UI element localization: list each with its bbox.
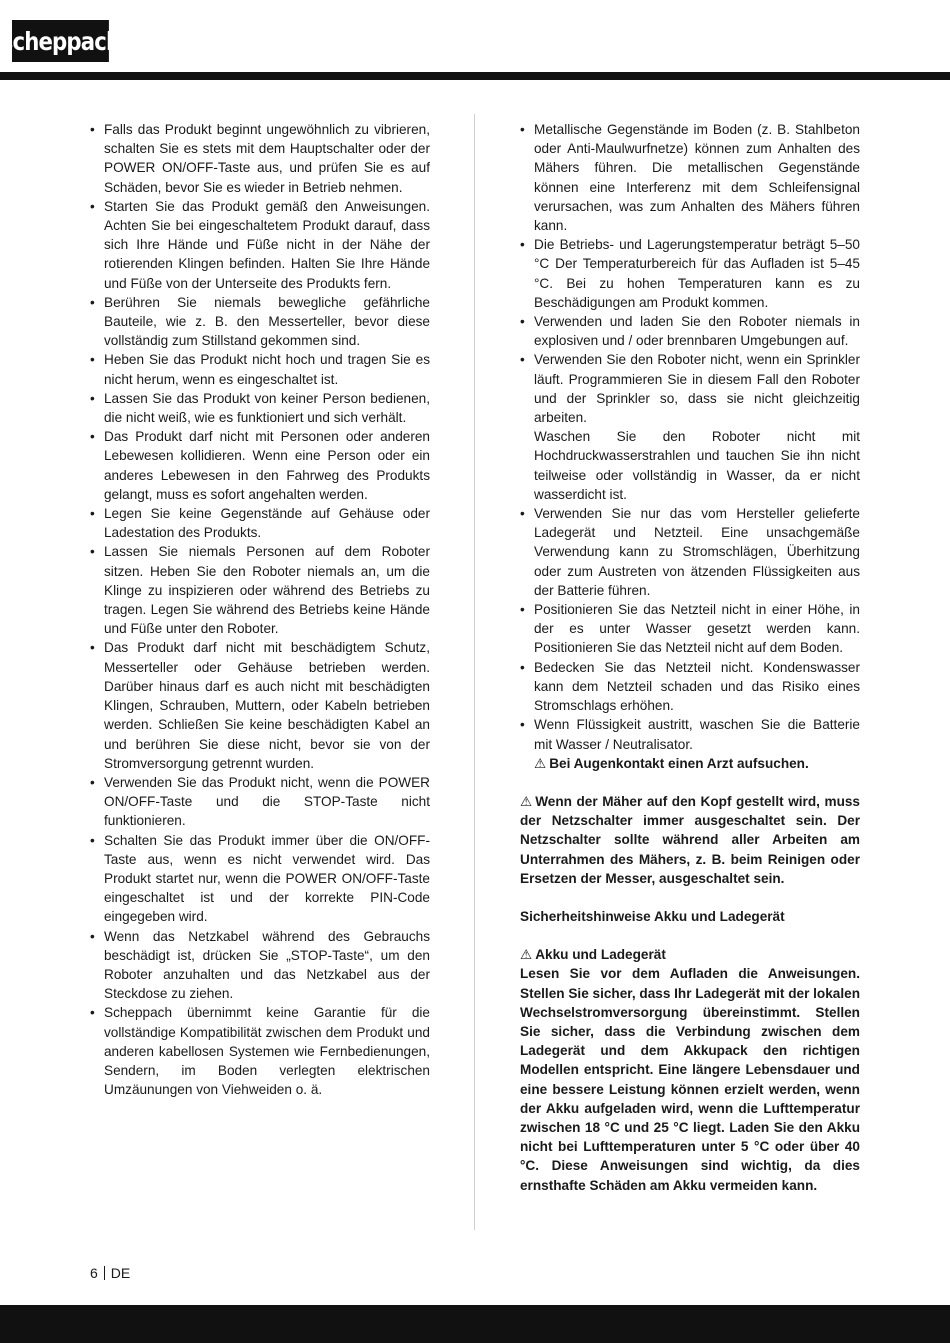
warning-triangle-icon: ⚠ — [534, 755, 547, 771]
list-item-text: Verwenden und laden Sie den Roboter niemals in explosiven und / oder brennbaren Umgebungen auf. — [534, 314, 860, 349]
list-item — [520, 312, 860, 350]
list-item: • Starten Sie das Produkt gemäß den Anweisungen. Achten Sie bei eingeschaltetem Produkt darauf, dass sich Ihre Hände und Füße nicht in der Nähe der rotierenden Klingen befinden. Halten Sie Ihre Hände und Füße von der Unterseite des Produkts fern. — [90, 197, 430, 293]
list-item — [520, 120, 860, 235]
list-item — [520, 235, 860, 312]
list-item-text: Verwenden Sie nur das vom Hersteller gelieferte Ladegerät und Netzteil. Eine unsachgemäße Verwendung kann zu Stromschlägen, Überhitzung oder zum Austreten von ätzenden Flüssigkeiten aus der Batterie führen. — [534, 506, 860, 598]
battery-charger-heading — [520, 945, 860, 964]
list-item: • Berühren Sie niemals bewegliche gefährliche Bauteile, wie z. B. den Messerteller, bevor diese vollständig zum Stillstand gekommen sind. — [90, 293, 430, 351]
list-item: • Das Produkt darf nicht mit beschädigtem Schutz, Messerteller oder Gehäuse betrieben werden. Darüber hinaus darf es auch nicht mit beschädigten Klingen, Schrauben, Muttern, oder Kabeln betrieben werden. Schließen Sie keine beschädigten Kabel an und berühren Sie diese nicht, bevor sie von der Stromversorgung getrennt wurden. — [90, 638, 430, 772]
list-item: • Heben Sie das Produkt nicht hoch und tragen Sie es nicht herum, wenn es eingeschaltet ist. — [90, 350, 430, 388]
left-bullet-list — [90, 120, 430, 1099]
list-item — [520, 600, 860, 658]
eye-contact-warning-text: Bei Augenkontakt einen Arzt aufsuchen. — [549, 755, 809, 771]
footer-separator — [104, 1266, 105, 1280]
left-column — [90, 120, 430, 1099]
list-item: • Lassen Sie das Produkt von keiner Person bedienen, die nicht weiß, wie es funktioniert und sich verhält. — [90, 389, 430, 427]
list-item-text: Wenn Flüssigkeit austritt, waschen Sie die Batterie mit Wasser / Neutralisator. — [534, 717, 860, 752]
upside-down-warning — [520, 792, 860, 888]
right-column — [520, 120, 860, 1195]
upside-down-warning-text: Wenn der Mäher auf den Kopf gestellt wird, muss der Netzschalter immer ausgeschaltet sein. Der Netzschalter sollte während aller Arbeiten am Unterrahmen des Mähers, z. B. beim Reinigen oder Ersetzen der Messer, ausgeschaltet sein. — [520, 793, 860, 886]
battery-charger-heading-text: Akku und Ladegerät — [535, 947, 666, 963]
battery-charger-body: Lesen Sie vor dem Aufladen die Anweisungen. Stellen Sie sicher, dass Ihr Ladegerät mit der lokalen Wechselstromversorgung übereinstimmt. Stellen Sie sicher, dass die Verbindung zwischen dem Ladegerät und dem Akkupack den richtigen Modellen entspricht. Eine längere Lebensdauer und eine bessere Leistung können erzielt werden, wenn der Akku aufgeladen wird, wenn die Lufttemperatur zwischen 18 °C und 25 °C liegt. Laden Sie den Akku nicht bei Lufttemperaturen unter 5 °C oder über 40 °C. Diese Anweisungen sind wichtig, da dies ernsthafte Schäden am Akku vermeiden kann. — [520, 966, 860, 1193]
right-bullet-list — [520, 120, 860, 773]
list-item-text: Metallische Gegenstände im Boden (z. B. Stahlbeton oder Anti-Maulwurfnetze) können zum Anhalten des Mähers führen. Die metallischen Gegenstände können eine Interferenz mit dem Schleifensignal verursachen, was zum Anhalten des Mähers führen kann. — [534, 122, 860, 234]
list-item-text: Verwenden Sie den Roboter nicht, wenn ein Sprinkler läuft. Programmieren Sie in diesem Fall den Roboter und der Sprinkler so, dass sie nicht gleichzeitig arbeiten. — [534, 352, 860, 426]
warning-triangle-icon: ⚠ — [520, 947, 533, 963]
eye-contact-warning — [534, 754, 860, 773]
section-title: Sicherheitshinweise Akku und Ladegerät — [520, 908, 785, 924]
list-item: • Schalten Sie das Produkt immer über die ON/OFF-Taste aus, wenn es nicht verwendet wird. Das Produkt startet nur, wenn die POWER ON/OFF-Taste eingeschaltet ist und der korrekte PIN-Code eingegeben wird. — [90, 831, 430, 927]
list-item — [520, 504, 860, 600]
list-item: • Wenn das Netzkabel während des Gebrauchs beschädigt ist, drücken Sie „STOP-Taste“, um den Roboter anzuhalten und das Netzkabel aus der Steckdose zu ziehen. — [90, 927, 430, 1004]
scheppach-logo — [0, 20, 121, 62]
column-divider — [474, 114, 475, 1230]
list-item: • Das Produkt darf nicht mit Personen oder anderen Lebewesen kollidieren. Wenn eine Person oder ein anderes Lebewesen in den Fahrweg des Produkts gelangt, muss es sofort angehalten werden. — [90, 427, 430, 504]
warning-triangle-icon: ⚠ — [520, 793, 533, 809]
page-footer — [90, 1265, 130, 1281]
list-item: • Legen Sie keine Gegenstände auf Gehäuse oder Ladestation des Produkts. — [90, 504, 430, 542]
list-item: • Lassen Sie niemals Personen auf dem Roboter sitzen. Heben Sie den Roboter niemals an, um die Klinge zu inspizieren oder während des Betriebs zu tragen. Legen Sie während des Betriebs keine Hände und Füße unter den Roboter. — [90, 542, 430, 638]
list-item — [520, 658, 860, 716]
list-item: • Scheppach übernimmt keine Garantie für die vollständige Kompatibilität zwischen dem Produkt und anderen kabellosen Systemen wie Fernbedienungen, Sendern, im Boden verlegten elektrischen Umzäunungen von Viehweiden o. ä. — [90, 1003, 430, 1099]
list-item-continuation: Waschen Sie den Roboter nicht mit Hochdruckwasserstrahlen und tauchen Sie ihn nicht teilweise oder vollständig in Wasser, da er nicht wasserdicht ist. — [534, 429, 860, 502]
list-item — [520, 715, 860, 773]
page-number: 6 — [90, 1265, 98, 1281]
language-code: DE — [110, 1265, 131, 1281]
list-item-text: Bedecken Sie das Netzteil nicht. Kondenswasser kann dem Netzteil schaden und das Risiko eines Stromschlags erhöhen. — [534, 659, 860, 714]
header-bar — [0, 72, 950, 80]
footer-bar — [0, 1305, 950, 1343]
list-item: • Verwenden Sie das Produkt nicht, wenn die POWER ON/OFF-Taste und die STOP-Taste nicht funktionieren. — [90, 773, 430, 831]
list-item-text: Die Betriebs- und Lagerungstemperatur beträgt 5–50 °C Der Temperaturbereich für das Aufladen ist 5–45 °C. Bei zu hohen Temperaturen kann es zu Beschädigungen am Produkt kommen. — [534, 237, 860, 310]
list-item-text: Positionieren Sie das Netzteil nicht in einer Höhe, in der es unter Wasser gesetzt werden kann. Positionieren Sie das Netzteil nicht auf dem Boden. — [534, 602, 860, 656]
list-item: • Falls das Produkt beginnt ungewöhnlich zu vibrieren, schalten Sie es stets mit dem Hauptschalter oder der POWER ON/OFF-Taste aus, und prüfen Sie es auf Schäden, bevor Sie es wieder in Betrieb nehmen. — [90, 120, 430, 197]
list-item — [520, 350, 860, 504]
logo-text: scheppach — [0, 26, 121, 56]
